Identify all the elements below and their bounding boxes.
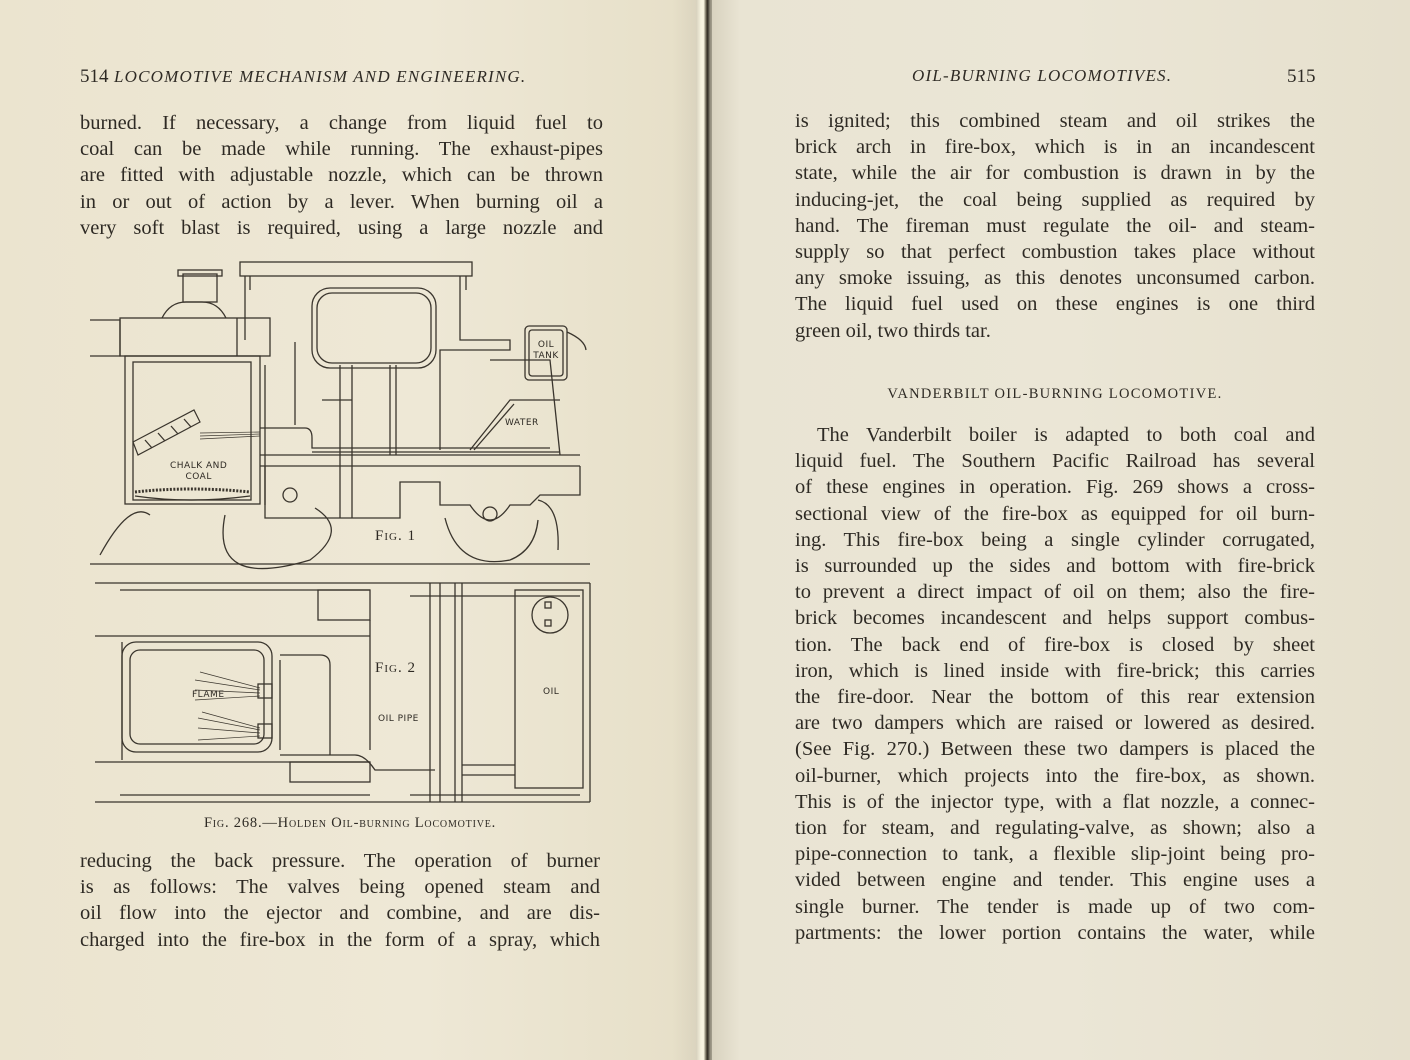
text-line: iron, which is lined inside with fire-brick; this carries xyxy=(795,659,1315,682)
left-running-head xyxy=(80,66,526,88)
text-line: The liquid fuel used on these engines is one third xyxy=(795,293,1315,316)
text-line: oil-burner, which projects into the fire-box, as shown. xyxy=(795,764,1315,787)
left-running-title: LOCOMOTIVE MECHANISM AND ENGINEERING. xyxy=(113,67,527,86)
right-paragraph-top xyxy=(795,108,1315,344)
figure-268 xyxy=(90,250,602,840)
text-line: are fitted with adjustable nozzle, which can be thrown xyxy=(80,164,603,187)
text-line: tion for steam, and regulating-valve, as shown; also a xyxy=(795,817,1315,840)
text-line: very soft blast is required, using a large nozzle and xyxy=(80,216,603,239)
text-line: The Vanderbilt boiler is adapted to both coal and xyxy=(817,424,1315,446)
left-paragraph-top xyxy=(80,110,603,241)
oil-pipe-label: OIL PIPE xyxy=(378,714,419,724)
text-line: are two dampers which are raised or lowered as desired. xyxy=(795,712,1315,735)
right-page-number-wrap xyxy=(1287,66,1316,88)
text-line: reducing the back pressure. The operation of burner xyxy=(80,850,600,872)
text-line: brick becomes incandescent and helps support combus- xyxy=(795,607,1315,630)
text-line: to prevent a direct impact of oil on them; also the fire- xyxy=(795,581,1315,604)
text-line: of these engines in operation. Fig. 269 shows a cross- xyxy=(795,476,1315,499)
text-line: in or out of action by a lever. When burning oil a xyxy=(80,190,603,213)
text-line: is as follows: The valves being opened steam and xyxy=(80,876,600,899)
left-paragraph-bottom xyxy=(80,848,600,953)
oil-tank-label: OIL TANK xyxy=(533,340,559,361)
text-line: coal can be made while running. The exhaust-pipes xyxy=(80,138,603,161)
left-page xyxy=(0,0,700,1060)
text-line: partments: the lower portion contains the water, while xyxy=(795,921,1315,944)
text-line: is ignited; this combined steam and oil strikes the xyxy=(795,110,1315,132)
text-line: is surrounded up the sides and bottom with fire-brick xyxy=(795,555,1315,578)
text-line: single burner. The tender is made up of two com- xyxy=(795,895,1315,918)
text-line: burned. If necessary, a change from liquid fuel to xyxy=(80,112,603,134)
right-running-title: OIL-BURNING LOCOMOTIVES. xyxy=(912,66,1173,85)
fig1-label: Fig. 1 xyxy=(375,528,416,544)
locomotive-diagram xyxy=(90,250,602,840)
text-line: supply so that perfect combustion takes place without xyxy=(795,241,1315,264)
flame-label: FLAME xyxy=(192,690,225,700)
oil-label: OIL xyxy=(543,687,560,697)
text-line: brick arch in fire-box, which is in an incandescent xyxy=(795,136,1315,159)
right-page-number: 515 xyxy=(1287,66,1316,87)
fig2-label: Fig. 2 xyxy=(375,660,416,676)
text-line: hand. The fireman must regulate the oil- and steam- xyxy=(795,214,1315,237)
water-label: WATER xyxy=(505,418,539,428)
text-line: This is of the injector type, with a flat nozzle, a connec- xyxy=(795,790,1315,813)
text-line: ing. This fire-box being a single cylinder corrugated, xyxy=(795,528,1315,551)
text-line: pipe-connection to tank, a flexible slip-joint being pro- xyxy=(795,843,1315,866)
text-line: inducing-jet, the coal being supplied as required by xyxy=(795,188,1315,211)
figure-caption: Fig. 268.—Holden Oil-burning Locomotive. xyxy=(203,815,497,831)
text-line: any smoke issuing, as this denotes unconsumed carbon. xyxy=(795,267,1315,290)
text-line: state, while the air for combustion is drawn in by the xyxy=(795,162,1315,185)
text-line: liquid fuel. The Southern Pacific Railroad has several xyxy=(795,450,1315,473)
text-line: sectional view of the fire-box as equipped for oil burn- xyxy=(795,502,1315,525)
right-running-head xyxy=(912,66,1172,86)
left-page-number: 514 xyxy=(80,66,109,87)
section-heading: VANDERBILT OIL-BURNING LOCOMOTIVE. xyxy=(887,386,1223,402)
text-line: green oil, two thirds tar. xyxy=(795,319,991,342)
right-paragraph-section xyxy=(795,422,1315,946)
text-line: charged into the fire-box in the form of a spray, which xyxy=(80,928,600,951)
text-line: (See Fig. 270.) Between these two dampers is placed the xyxy=(795,738,1315,761)
text-line: oil flow into the ejector and combine, and are dis- xyxy=(80,902,600,925)
text-line: tion. The back end of fire-box is closed by sheet xyxy=(795,633,1315,656)
text-line: the fire-door. Near the bottom of this rear extension xyxy=(795,686,1315,709)
text-line: vided between engine and tender. This engine uses a xyxy=(795,869,1315,892)
chalk-and-coal-label: CHALK AND COAL xyxy=(170,461,228,482)
